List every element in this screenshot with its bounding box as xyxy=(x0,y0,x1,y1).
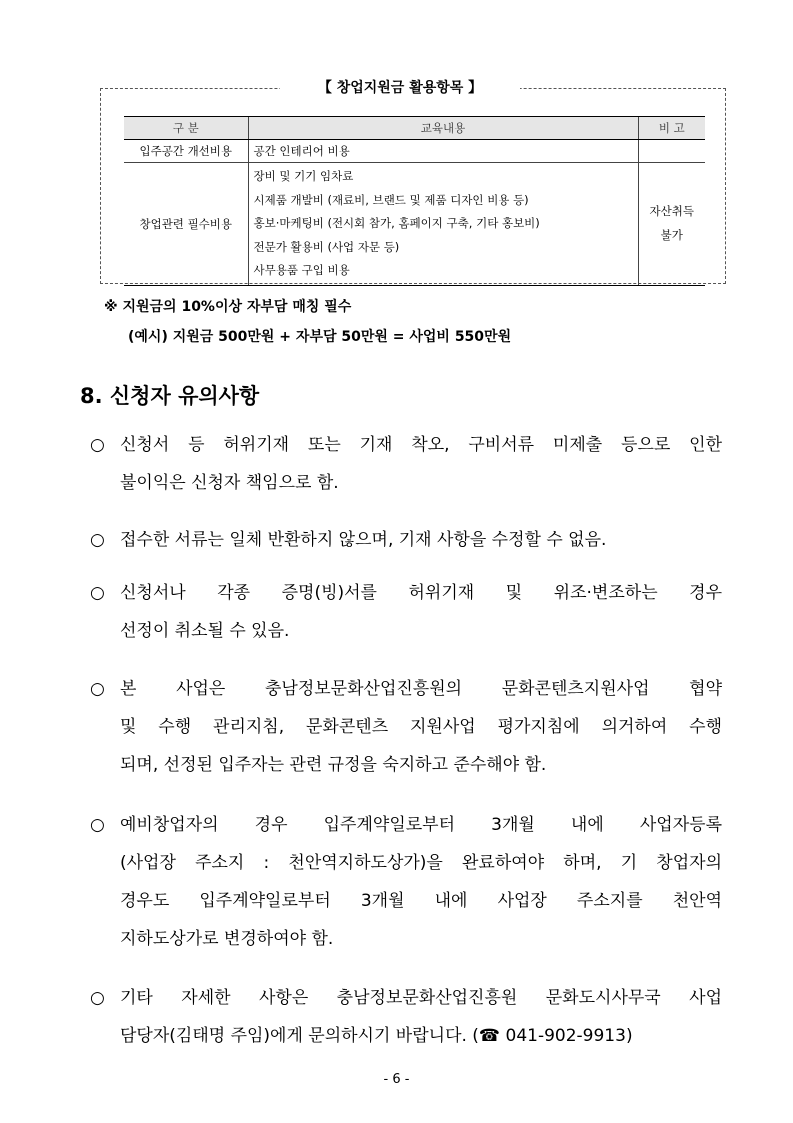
row1-category: 입주공간 개선비용 xyxy=(124,140,248,163)
notice-item: ○ 본 사업은 충남정보문화산업진흥원의 문화콘텐츠지원사업 협약 및 수행 관리지침, 문화콘텐츠 지원사업 평가지침에 의거하여 수행 되며, 선정된 입주자는 관련 규정을 숙지하고 준수해야 함. xyxy=(90,670,722,784)
matching-example: (예시) 지원금 500만원 + 자부담 50만원 = 사업비 550만원 xyxy=(128,329,512,345)
table-header-row xyxy=(124,117,705,140)
items-table xyxy=(124,116,705,286)
content-item: 홍보·마케팅비 (전시회 참가, 홈페이지 구축, 기타 홍보비) xyxy=(253,216,540,230)
section-title: 8. 신청자 유의사항 xyxy=(80,384,260,408)
header-note: 비 고 xyxy=(638,117,705,140)
bullet-icon: ○ xyxy=(90,815,105,835)
notice-item: ○ 접수한 서류는 일체 반환하지 않으며, 기재 사항을 수정할 수 없음. xyxy=(90,521,722,559)
table-row xyxy=(124,163,705,286)
notice-item: ○ 신청서 등 허위기재 또는 기재 착오, 구비서류 미제출 등으로 인한 불이익은 신청자 책임으로 함. xyxy=(90,426,722,502)
row1-content: 공간 인테리어 비용 xyxy=(248,140,638,163)
bullet-icon: ○ xyxy=(90,679,105,699)
box-title: 【 창업지원금 활용항목 】 xyxy=(280,77,520,99)
bullet-icon: ○ xyxy=(90,530,105,550)
bullet-icon: ○ xyxy=(90,988,105,1008)
page-number: - 6 - xyxy=(383,1072,410,1087)
table-row xyxy=(124,140,705,163)
header-category: 구 분 xyxy=(124,117,248,140)
row2-note: 자산취득 불가 xyxy=(638,163,705,286)
notice-item: ○ 기타 자세한 사항은 충남정보문화산업진흥원 문화도시사무국 사업 담당자(김태명 주임)에게 문의하시기 바랍니다. (☎ 041-902-9913) xyxy=(90,979,722,1055)
content-item: 전문가 활용비 (사업 자문 등) xyxy=(253,239,400,254)
row1-note xyxy=(638,140,705,163)
matching-note: ※ 지원금의 10%이상 자부담 매칭 필수 xyxy=(104,299,352,315)
content-item: 시제품 개발비 (재료비, 브랜드 및 제품 디자인 비용 등) xyxy=(253,192,529,207)
content-item: 사무용품 구입 비용 xyxy=(253,263,350,277)
notice-item: ○ 신청서나 각종 증명(빙)서를 허위기재 및 위조·변조하는 경우 선정이 취소될 수 있음. xyxy=(90,574,722,650)
header-content: 교육내용 xyxy=(248,117,638,140)
bullet-icon: ○ xyxy=(90,435,105,455)
content-item: 장비 및 기기 임차료 xyxy=(253,169,354,183)
bullet-icon: ○ xyxy=(90,583,105,603)
notice-item: ○ 예비창업자의 경우 입주계약일로부터 3개월 내에 사업자등록 (사업장 주소지 : 천안역지하도상가)을 완료하여야 하며, 기 창업자의 경우도 입주계약일로부터 3개월 내에 사업장 주소지를 천안역 지하도상가로 변경하여야 함. xyxy=(90,806,722,958)
row2-contents xyxy=(248,163,638,286)
row2-category: 창업관련 필수비용 xyxy=(124,163,248,286)
